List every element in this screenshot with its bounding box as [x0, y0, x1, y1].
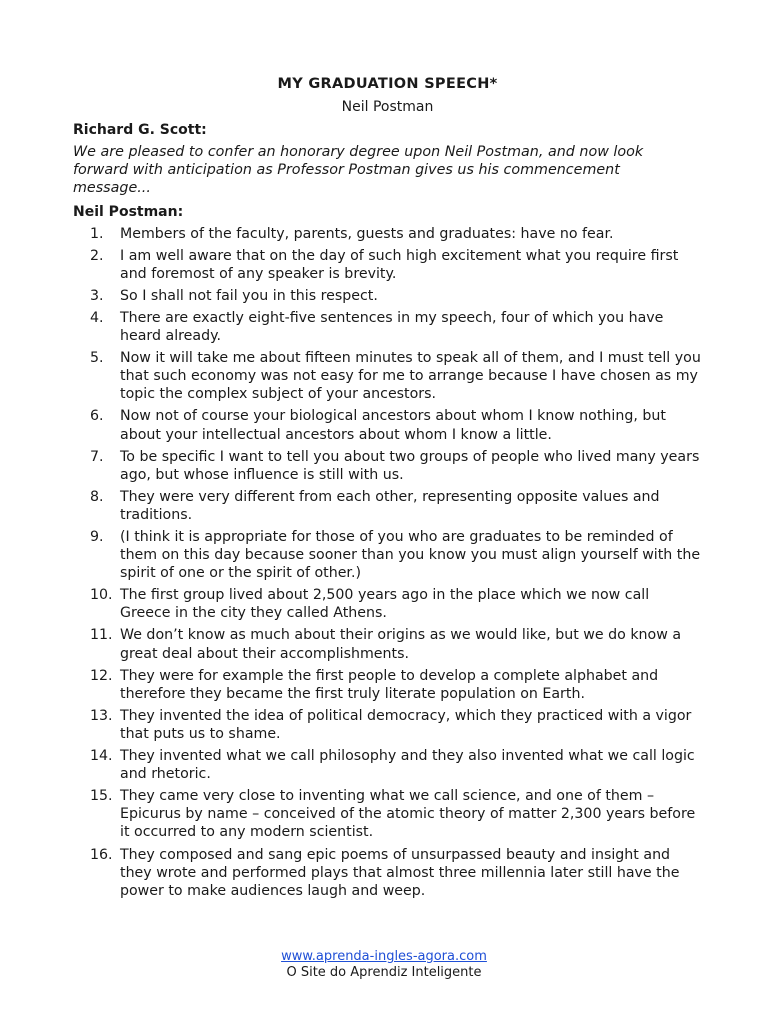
list-item-text: Now not of course your biological ancestors about whom I know nothing, but about your intellectual ancestors about whom I know a little.	[120, 408, 666, 443]
list-item-number: 16.	[90, 846, 113, 863]
list-item-text: Now it will take me about fifteen minutes to speak all of them, and I must tell you that such economy was not easy for me to arrange because I have chosen as my topic the complex subject of your ancestors.	[120, 350, 701, 403]
list-item	[73, 488, 702, 524]
list-item-text: They were for example the first people to develop a complete alphabet and therefore they became the first truly literate population on Earth.	[120, 667, 659, 702]
list-item-number: 13.	[90, 707, 113, 724]
list-item-text: To be specific I want to tell you about two groups of people who lived many years ago, but whose influence is still with us.	[120, 448, 700, 483]
list-item-number-wrap	[73, 488, 120, 524]
intro-text: We are pleased to confer an honorary degree upon Neil Postman, and now look forward with anticipation as Professor Postman gives us his commencement message...	[73, 144, 644, 197]
list-item	[73, 747, 702, 783]
list-item-number-wrap	[73, 287, 120, 305]
list-item-text: I am well aware that on the day of such high excitement what you require first and foremost of any speaker is brevity.	[120, 247, 679, 282]
list-item-number: 11.	[90, 627, 113, 644]
footer-tagline: O Site do Aprendiz Inteligente	[286, 965, 482, 980]
list-item-number: 14.	[90, 748, 113, 765]
document-title: MY GRADUATION SPEECH*	[277, 76, 498, 92]
list-item	[73, 787, 702, 841]
list-item	[73, 309, 702, 345]
list-item-number-wrap	[73, 309, 120, 345]
list-item	[73, 528, 702, 582]
list-item-number: 2.	[90, 247, 104, 264]
list-item-number-wrap	[73, 787, 120, 841]
list-item-text: They were very different from each other, representing opposite values and traditions.	[120, 488, 660, 523]
list-item-number: 10.	[90, 587, 113, 604]
list-item	[73, 349, 702, 403]
list-item-number-wrap	[73, 528, 120, 582]
list-item-number: 9.	[90, 529, 104, 546]
intro-speaker-colon: :	[201, 122, 207, 138]
speech-speaker-line	[73, 203, 702, 221]
list-item	[73, 225, 702, 243]
list-item-number-wrap	[73, 247, 120, 283]
speech-list	[73, 225, 702, 900]
list-item-number: 4.	[90, 309, 104, 326]
list-item	[73, 586, 702, 622]
list-item	[73, 247, 702, 283]
list-item-number: 5.	[90, 350, 104, 367]
list-item-text: They invented the idea of political democracy, which they practiced with a vigor that puts us to shame.	[120, 707, 692, 742]
list-item-number: 7.	[90, 448, 104, 465]
list-item-number: 1.	[90, 225, 104, 242]
list-item-text: They came very close to inventing what we call science, and one of them – Epicurus by name – conceived of the atomic theory of matter 2,300 years before it occurred to any modern scientist.	[120, 788, 696, 841]
list-item-number-wrap	[73, 846, 120, 900]
list-item-number-wrap	[73, 349, 120, 403]
list-item-number: 12.	[90, 667, 113, 684]
list-item-text: (I think it is appropriate for those of you who are graduates to be reminded of them on this day because sooner than you know you must align yourself with the spirit of one or the spirit of other.)	[120, 529, 701, 582]
page-footer	[0, 949, 768, 981]
list-item	[73, 448, 702, 484]
list-item	[73, 707, 702, 743]
list-item-text: We don’t know as much about their origins as we would like, but we do know a great deal about their accomplishments.	[120, 627, 682, 662]
list-item-number-wrap	[73, 448, 120, 484]
speech-speaker-name: Neil Postman	[73, 203, 178, 220]
list-item-number: 8.	[90, 488, 104, 505]
list-item-number: 6.	[90, 408, 104, 425]
list-item	[73, 667, 702, 703]
speech-speaker-colon: :	[177, 203, 184, 220]
list-item-text: There are exactly eight-five sentences in my speech, four of which you have heard already.	[120, 309, 664, 345]
list-item	[73, 626, 702, 662]
document-author: Neil Postman	[341, 99, 434, 115]
footer-link[interactable]: www.aprenda-ingles-agora.com	[281, 949, 487, 964]
list-item-text: They composed and sang epic poems of unsurpassed beauty and insight and they wrote and performed plays that almost three millennia later still have the power to make audiences laugh and weep.	[120, 846, 680, 899]
list-item-number-wrap	[73, 586, 120, 622]
list-item-number-wrap	[73, 747, 120, 783]
list-item-number-wrap	[73, 407, 120, 443]
intro-speaker-name: Richard G. Scott	[73, 122, 202, 138]
intro-speaker-line	[73, 121, 702, 139]
list-item-text: They invented what we call philosophy and they also invented what we call logic and rhetoric.	[120, 748, 695, 783]
list-item	[73, 287, 702, 305]
list-item-text: Members of the faculty, parents, guests and graduates: have no fear.	[120, 225, 614, 242]
list-item	[73, 846, 702, 900]
list-item-number-wrap	[73, 626, 120, 662]
list-item-number-wrap	[73, 707, 120, 743]
list-item-text: So I shall not fail you in this respect.	[120, 287, 378, 304]
list-item-number-wrap	[73, 225, 120, 243]
list-item-number: 3.	[90, 287, 104, 304]
list-item	[73, 407, 702, 443]
list-item-number: 15.	[90, 788, 113, 805]
list-item-number-wrap	[73, 667, 120, 703]
list-item-text: The first group lived about 2,500 years ago in the place which we now call Greece in the city they called Athens.	[120, 587, 650, 622]
